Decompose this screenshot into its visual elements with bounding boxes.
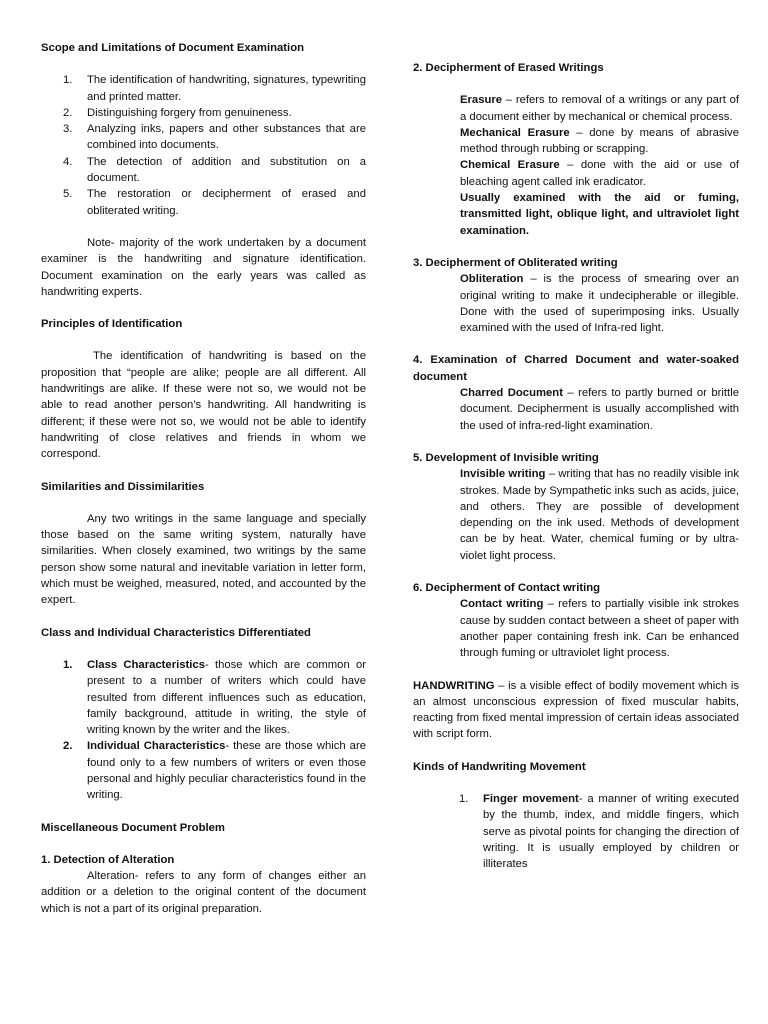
erasure-definition: Erasure – refers to removal of a writings or any part of a document either by mechanical or chemical process. <box>460 94 739 123</box>
scope-heading: Scope and Limitations of Document Examination <box>41 42 304 54</box>
handwriting-definition: HANDWRITING – is a visible effect of bodily movement which is an almost unconscious expression of fixed muscular habits, reacting from fixed mental impression of certain ideas associated with script form. <box>413 679 739 741</box>
erasure-examination-note: Usually examined with the aid or fuming, transmitted light, oblique light, and ultraviolet light examination. <box>460 192 739 237</box>
invisible-definition: Invisible writing – writing that has no readily visible ink strokes. Made by Sympathetic inks such as acids, juice, and others. They are possible of development depending on the ink used. Methods of development can be by heat. Water, chemical fuming or by ultra-violet light process. <box>460 468 739 562</box>
obliterated-heading: 3. Decipherment of Obliterated writing <box>413 256 618 269</box>
similarities-heading: Similarities and Dissimilarities <box>41 480 205 493</box>
alteration-heading: 1. Detection of Alteration <box>41 853 175 866</box>
invisible-heading: 5. Development of Invisible writing <box>413 451 599 464</box>
charred-heading: 4. Examination of Charred Document and water-soaked document <box>413 354 739 383</box>
obliteration-definition: Obliteration – is the process of smearing over an original writing to make it undecipherable or illegible. Done with the used of superimposing inks. Usually examined with the used of Infra-red light. <box>460 273 739 335</box>
erased-heading: 2. Decipherment of Erased Writings <box>413 62 604 74</box>
alteration-paragraph: Alteration- refers to any form of changes either an addition or a deletion to the original content of the document which is not a part of its original preparation. <box>41 870 366 915</box>
contact-heading: 6. Decipherment of Contact writing <box>413 582 601 595</box>
list-item: 3. Analyzing inks, papers and other substances that are combined into documents. <box>63 123 366 152</box>
chemical-erasure-definition: Chemical Erasure – done with the aid or use of bleaching agent called ink eradicator. <box>460 159 739 188</box>
right-column <box>413 60 739 872</box>
note-paragraph: Note- majority of the work undertaken by a document examiner is the handwriting and signature identification. Document examination on the early years was called as handwriting experts. <box>41 236 366 298</box>
misc-heading: Miscellaneous Document Problem <box>41 821 225 834</box>
list-item: 1. Class Characteristics- those which are common or present to a number of writers which could have resulted from different influences such as education, family background, attitude in writing, the style of writing known by the writer and the likes. <box>63 658 366 737</box>
scope-list <box>41 72 366 219</box>
list-item: 4. The detection of addition and substitution on a document. <box>63 155 366 185</box>
list-item: 5. The restoration or decipherment of erased and obliterated writing. <box>63 188 366 217</box>
principles-heading: Principles of Identification <box>41 318 183 331</box>
list-item: 1. Finger movement- a manner of writing executed by the thumb, index, and middle fingers, which serve as pivotal points for changing the direction of writing. It is usually employed by children or illiterates <box>459 792 739 871</box>
list-item: 2. Distinguishing forgery from genuineness. <box>63 106 292 119</box>
kinds-heading: Kinds of Handwriting Movement <box>413 760 586 773</box>
kinds-list <box>413 791 739 872</box>
class-list <box>41 657 366 804</box>
mechanical-erasure-definition: Mechanical Erasure – done by means of abrasive method through rubbing or scrapping. <box>460 126 739 156</box>
similarities-paragraph: Any two writings in the same language and specially those based on the same writing system, naturally have similarities. When closely examined, two writings by the same person show some natural and inevitable variation in letter form, which must be weighed, measured, noted, and accounted by the expert. <box>41 512 366 607</box>
contact-definition: Contact writing – refers to partially visible ink strokes cause by sudden contact between a sheet of paper with another paper containing fresh ink. Can be enhanced through fuming or ultraviolet light process. <box>460 598 739 660</box>
left-column <box>41 40 366 917</box>
principles-paragraph: The identification of handwriting is based on the proposition that “people are alike; people are all different. All handwritings are alike. If these were not so, we would not be able to read another person’s handwriting. All handwriting is different; if these were not so, we would not be able to identify handwriting of close relatives and friends in whom we correspond. <box>41 350 366 461</box>
charred-definition: Charred Document – refers to partly burned or brittle document. Decipherment is usually accomplished with the used of infra-red-light examination. <box>460 387 739 432</box>
list-item: 2. Individual Characteristics- these are those which are found only to a few numbers of writers or even those personal and highly peculiar characteristics found in the writing. <box>63 740 367 802</box>
class-heading: Class and Individual Characteristics Differentiated <box>41 626 311 639</box>
list-item: 1. The identification of handwriting, signatures, typewriting and printed matter. <box>63 74 366 103</box>
